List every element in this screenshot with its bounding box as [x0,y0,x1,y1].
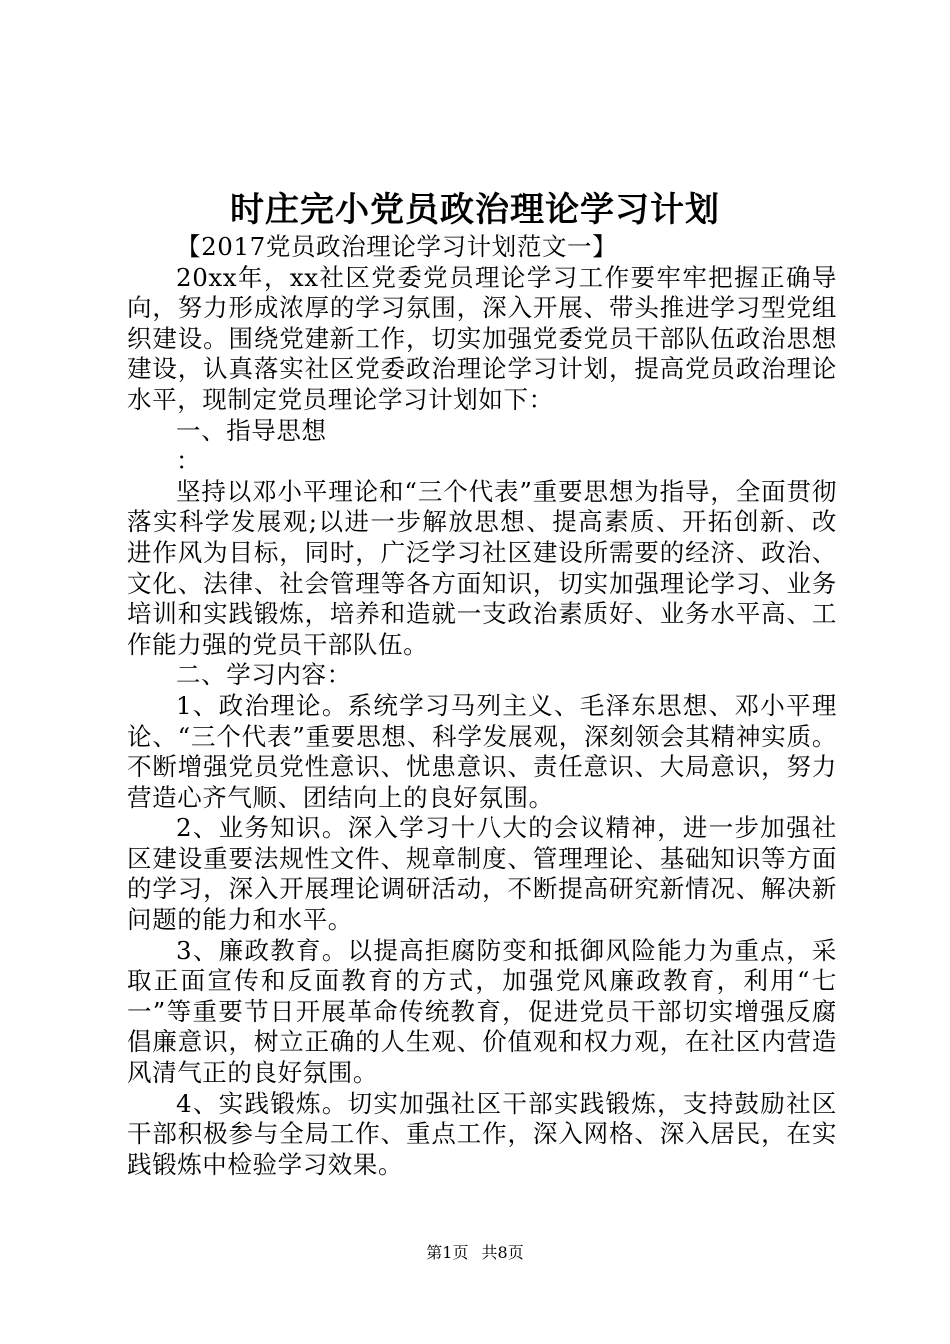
section-heading-study-content: 二、学习内容： [176,660,352,690]
item-practice-training: 4、实践锻炼。切实加强社区干部实践锻炼，支持鼓励社区干部积极参与全局工作、重点工作，深入网格、深入居民，在实践锻炼中检验学习效果。 [127,1088,837,1179]
page-number-current: 第1页 [426,1243,469,1262]
colon-line: ： [176,446,202,476]
section-heading-guiding-ideology: 一、指导思想 [176,415,327,445]
document-body [127,232,837,1180]
page-footer [0,1242,950,1264]
intro-paragraph: 20xx年，xx社区党委党员理论学习工作要牢牢把握正确导向，努力形成浓厚的学习氛围，深入开展、带头推进学习型党组织建设。围绕党建新工作，切实加强党委党员干部队伍政治思想建设，认真落实社区党委政治理论学习计划，提高党员政治理论水平，现制定党员理论学习计划如下： [127,262,837,414]
item-integrity-education: 3、廉政教育。以提高拒腐防变和抵御风险能力为重点，采取正面宣传和反面教育的方式，加强党风廉政教育，利用“七一”等重要节日开展革命传统教育，促进党员干部切实增强反腐倡廉意识，树立正确的人生观、价值观和权力观，在社区内营造风清气正的良好氛围。 [127,935,837,1088]
item-business-knowledge: 2、业务知识。深入学习十八大的会议精神，进一步加强社区建设重要法规性文件、规章制度、管理理论、基础知识等方面的学习，深入开展理论调研活动，不断提高研究新情况、解决新问题的能力和水平。 [127,813,837,935]
document-title: 时庄完小党员政治理论学习计划 [230,190,720,230]
guiding-ideology-paragraph: 坚持以邓小平理论和“三个代表”重要思想为指导，全面贯彻落实科学发展观;以进一步解放思想、提高素质、开拓创新、改进作风为目标，同时，广泛学习社区建设所需要的经济、政治、文化、法律、社会管理等各方面知识，切实加强理论学习、业务培训和实践锻炼，培养和造就一支政治素质好、业务水平高、工作能力强的党员干部队伍。 [127,476,837,659]
section-heading-sample: 【2017党员政治理论学习计划范文一】 [176,232,618,261]
page-number-total: 共8页 [481,1243,524,1262]
item-political-theory: 1、政治理论。系统学习马列主义、毛泽东思想、邓小平理论、“三个代表”重要思想、科学发展观，深刻领会其精神实质。不断增强党员党性意识、忧患意识、责任意识、大局意识，努力营造心齐气顺、团结向上的良好氛围。 [127,690,837,812]
